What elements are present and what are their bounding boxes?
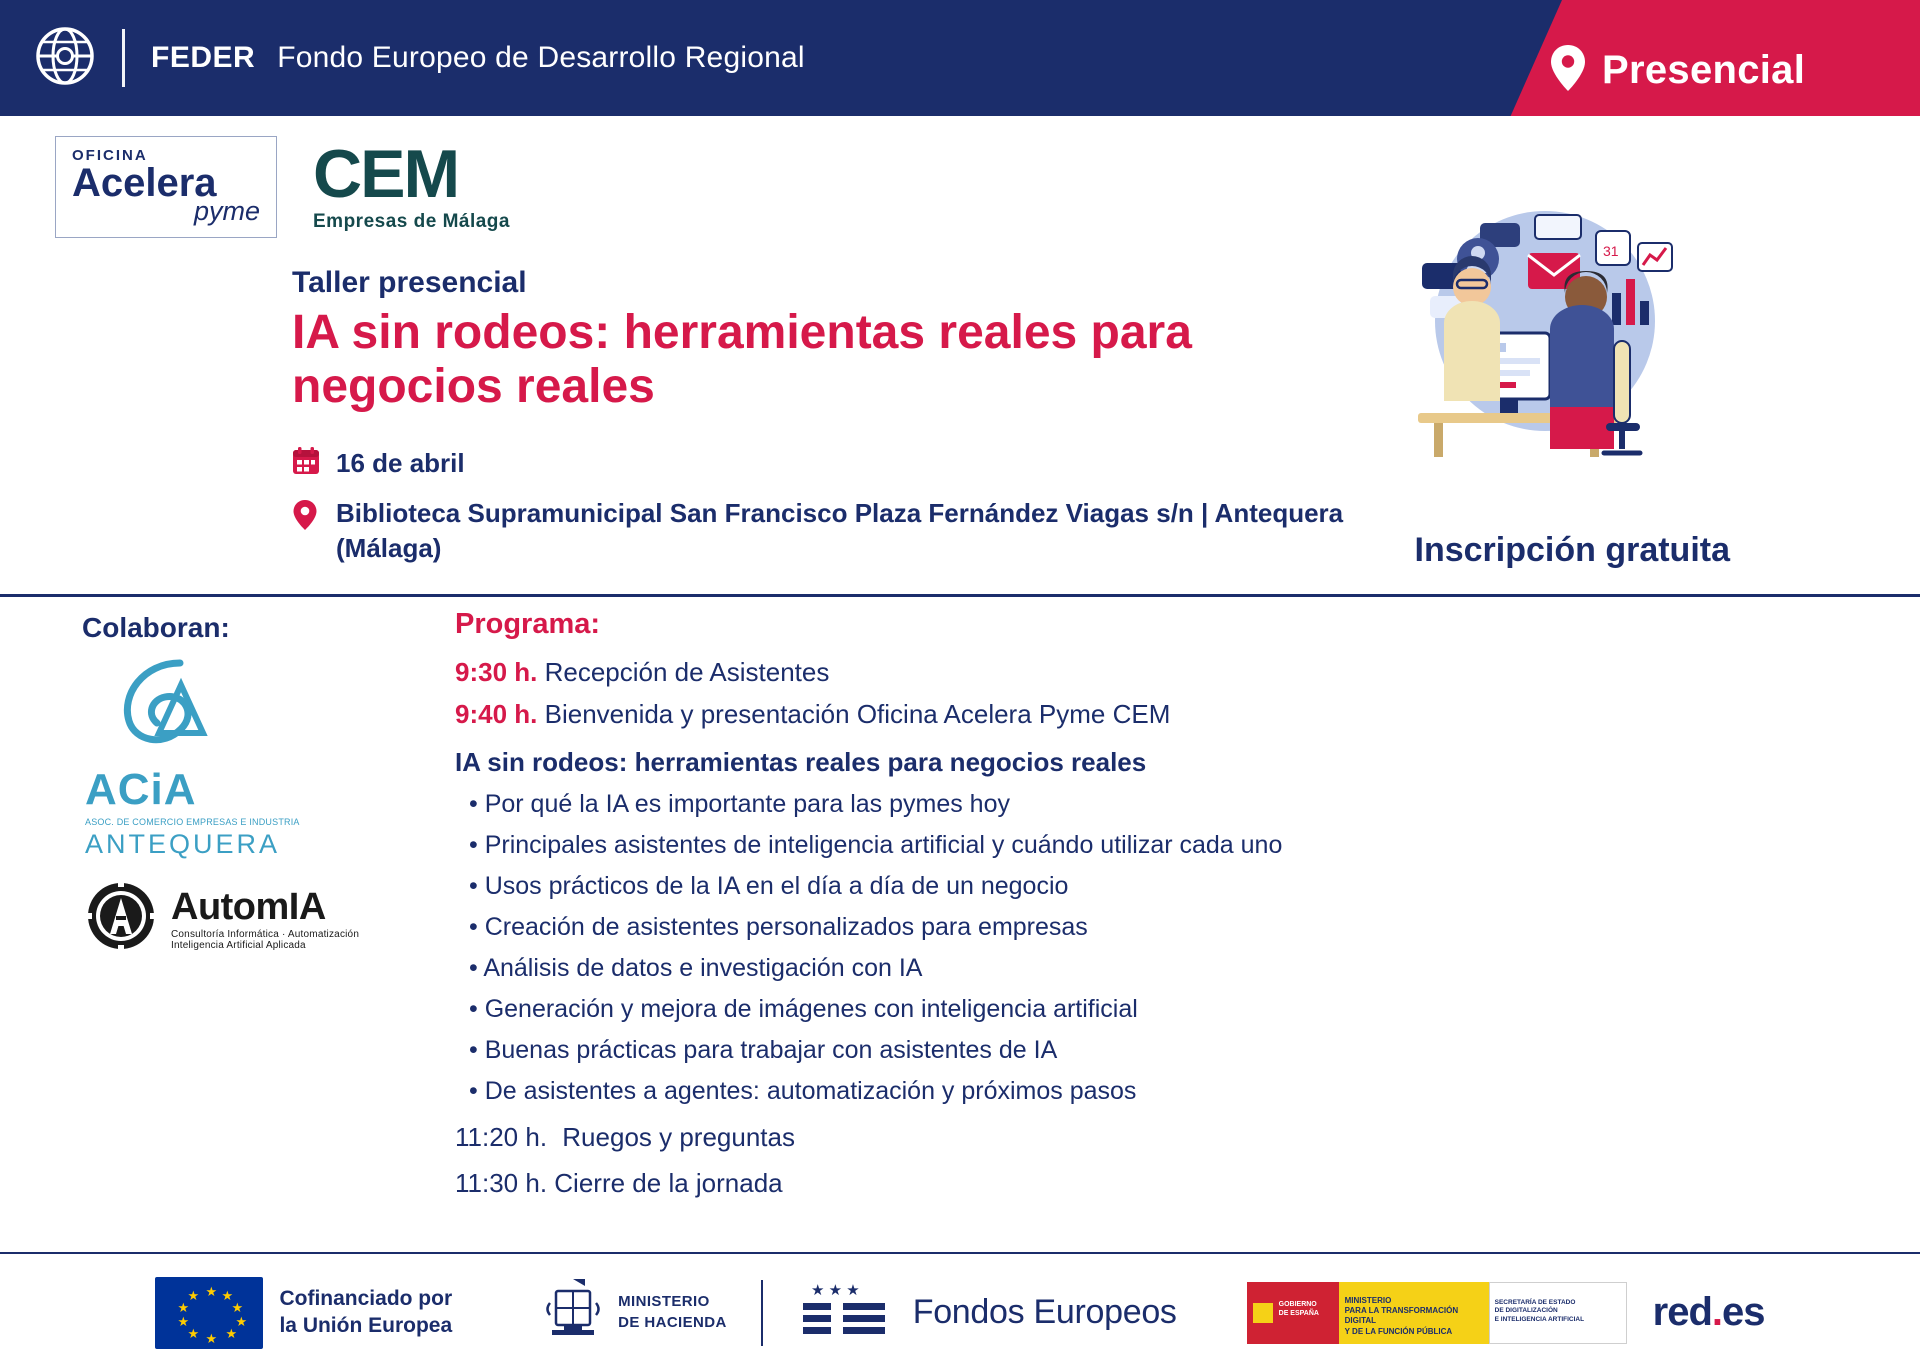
gobierno-espana-text	[1279, 1300, 1319, 1318]
ministerio-dig-line-3: Y DE LA FUNCIÓN PÚBLICA	[1344, 1326, 1453, 1336]
ministerio-line-2: DE HACIENDA	[618, 1313, 727, 1331]
gobierno-digital-logo	[1247, 1282, 1627, 1344]
svg-text:31: 31	[1603, 243, 1619, 259]
presencial-label: Presencial	[1602, 47, 1806, 92]
ministerio-dig-line-2: PARA LA TRANSFORMACIÓN DIGITAL	[1344, 1305, 1459, 1326]
ministerio-digital-block	[1339, 1282, 1489, 1344]
fondos-europeos-icon	[797, 1277, 893, 1348]
program-section	[455, 608, 1875, 1204]
globe-icon	[34, 25, 96, 92]
acelera-main-label: Acelera	[72, 161, 217, 205]
redes-text-a: red	[1652, 1290, 1712, 1334]
fondos-europeos-text: Fondos Europeos	[912, 1293, 1177, 1331]
program-bullet: • Usos prácticos de la IA en el día a día de un negocio	[469, 872, 1069, 901]
acia-logo	[85, 655, 300, 860]
header-divider	[122, 29, 125, 87]
acelera-oficina-label: OFICINA	[72, 147, 148, 164]
header-body-divider	[0, 594, 1920, 597]
program-desc: Recepción de Asistentes	[544, 657, 830, 687]
calendar-icon	[292, 446, 320, 481]
program-row	[455, 651, 1875, 693]
automia-tagline-2: Inteligencia Artificial Aplicada	[171, 940, 306, 951]
redes-dot: .	[1711, 1290, 1723, 1334]
fondos-europeos-logo	[797, 1277, 1177, 1348]
event-date	[292, 446, 465, 481]
acelera-pyme-label: pyme	[193, 196, 260, 226]
automia-name: AutomIA	[171, 886, 326, 928]
program-bullet: • Buenas prácticas para trabajar con asistentes de IA	[469, 1036, 1058, 1065]
program-hour: 11:30 h.	[455, 1168, 548, 1199]
spain-coat-of-arms-icon	[542, 1275, 604, 1350]
cem-subtitle: Empresas de Málaga	[313, 211, 510, 233]
cofinance-line-1: Cofinanciado por	[279, 1287, 453, 1311]
acia-city: ANTEQUERA	[85, 829, 281, 859]
ministerio-hacienda-text	[618, 1292, 727, 1333]
event-date-text: 16 de abril	[336, 448, 465, 478]
program-bullet: • Análisis de datos e investigación con IA	[469, 954, 923, 983]
location-pin-icon	[292, 498, 318, 537]
program-session-title: IA sin rodeos: herramientas reales para negocios reales	[455, 747, 1147, 778]
program-row	[455, 1162, 1875, 1204]
automia-gear-icon	[85, 880, 157, 957]
brand-logos	[55, 136, 510, 238]
program-bullet: • De asistentes a agentes: automatización y próximos pasos	[469, 1077, 1137, 1106]
page-title: IA sin rodeos: herramientas reales para negocios reales	[292, 306, 1192, 413]
ministerio-digital-text	[1339, 1282, 1489, 1352]
svg-text:★ ★ ★: ★ ★ ★	[810, 1282, 860, 1299]
redes-logo	[1653, 1290, 1765, 1335]
cem-logo	[313, 136, 510, 233]
free-registration-label: Inscripción gratuita	[1414, 531, 1730, 569]
acia-subtitle: ASOC. DE COMERCIO EMPRESAS E INDUSTRIA	[85, 817, 300, 827]
program-row	[455, 693, 1875, 735]
cem-label: CEM	[313, 136, 459, 212]
eu-flag-icon: ★ ★ ★ ★ ★ ★ ★ ★ ★ ★	[155, 1277, 263, 1349]
event-kicker: Taller presencial	[292, 266, 527, 299]
ministerio-hacienda-logo	[542, 1275, 727, 1350]
acelera-pyme-logo	[55, 136, 277, 238]
acia-mark-icon	[85, 655, 275, 760]
program-desc: Ruegos y preguntas	[562, 1122, 795, 1153]
ministerio-line-1: MINISTERIO	[618, 1293, 710, 1311]
redes-text-b: es	[1722, 1290, 1765, 1334]
program-desc: Cierre de la jornada	[554, 1168, 783, 1199]
program-desc: Bienvenida y presentación Oficina Acelera Pyme CEM	[544, 699, 1171, 730]
secretaria-estado-block	[1489, 1282, 1627, 1344]
workshop-illustration	[1400, 201, 1690, 471]
program-bullet: • Creación de asistentes personalizados para empresas	[469, 913, 1088, 942]
collaborators-title: Colaboran:	[82, 612, 230, 643]
program-title: Programa:	[455, 608, 601, 640]
gobierno-line-1: GOBIERNO	[1278, 1300, 1317, 1308]
secretaria-estado-text	[1490, 1283, 1626, 1341]
program-bullet: • Generación y mejora de imágenes con inteligencia artificial	[469, 995, 1138, 1024]
acia-name: ACiA	[85, 765, 197, 814]
feder-acronym: FEDER	[151, 41, 256, 74]
program-hour: 9:40 h.	[455, 699, 538, 730]
ministerio-dig-line-1: MINISTERIO	[1344, 1295, 1392, 1305]
eu-cofinance-text	[279, 1286, 452, 1339]
program-hour: 9:30 h.	[455, 657, 538, 687]
program-row	[455, 1116, 1875, 1158]
footer	[0, 1254, 1920, 1371]
eu-cofinance-logo	[155, 1277, 452, 1349]
secretaria-line-2: DE DIGITALIZACIÓN	[1494, 1307, 1558, 1315]
event-location	[292, 496, 1352, 566]
location-pin-icon	[1548, 42, 1588, 99]
secretaria-line-3: E INTELIGENCIA ARTIFICIAL	[1494, 1316, 1585, 1324]
automia-logo	[85, 880, 359, 957]
header-area	[0, 116, 1920, 597]
event-location-text: Biblioteca Supramunicipal San Francisco Plaza Fernández Viagas s/n | Antequera (Málaga)	[336, 498, 1344, 564]
cofinance-line-2: la Unión Europea	[279, 1313, 453, 1337]
program-bullet: • Principales asistentes de inteligencia artificial y cuándo utilizar cada uno	[469, 831, 1283, 860]
gobierno-line-2: DE ESPAÑA	[1278, 1309, 1319, 1317]
secretaria-line-1: SECRETARÍA DE ESTADO	[1494, 1298, 1576, 1306]
spain-flag-icon	[1247, 1282, 1339, 1344]
program-hour: 11:20 h.	[455, 1122, 548, 1153]
footer-separator	[761, 1280, 763, 1346]
program-bullet: • Por qué la IA es importante para las pymes hoy	[469, 790, 1010, 819]
feder-full-name: Fondo Europeo de Desarrollo Regional	[277, 41, 805, 74]
automia-tagline-1: Consultoría Informática · Automatización	[171, 929, 360, 940]
